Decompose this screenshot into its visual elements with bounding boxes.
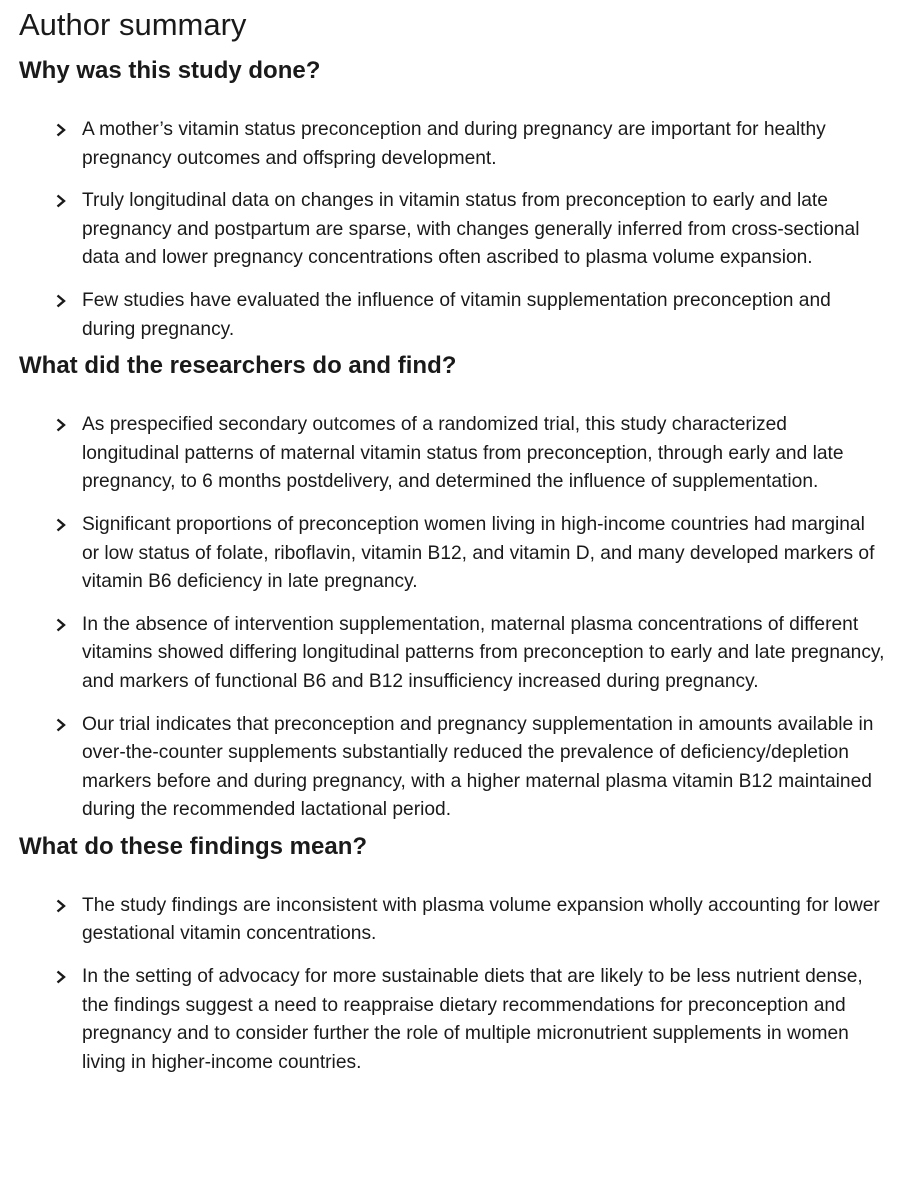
list-item — [19, 711, 899, 825]
list-item-text: Truly longitudinal data on changes in vitamin status from preconception to early and late pregnancy and postpartum are sparse, with changes generally inferred from cross-sectional data and lower pregnancy concentrations often ascribed to plasma volume expansion. — [82, 190, 860, 269]
chevron-right-icon — [54, 518, 68, 532]
list-item-text: In the setting of advocacy for more sustainable diets that are likely to be less nutrient dense, the findings suggest a need to reappraise dietary recommendations for preconception and pregnancy and to consider further the role of multiple micronutrient supplements in women living in higher-income countries. — [82, 966, 863, 1073]
chevron-right-icon — [54, 194, 68, 208]
list-item — [19, 116, 899, 173]
section-heading-what-did: What did the researchers do and find? — [19, 352, 457, 380]
list-item — [19, 963, 899, 1077]
chevron-right-icon — [54, 718, 68, 732]
chevron-right-icon — [54, 899, 68, 913]
list-item-text: Significant proportions of preconception women living in high-income countries had marginal or low status of folate, riboflavin, vitamin B12, and vitamin D, and many developed markers of vitamin B6 deficiency in late pregnancy. — [82, 513, 875, 593]
bullet-list-why — [19, 116, 899, 344]
list-item-text: In the absence of intervention supplementation, maternal plasma concentrations of different vitamins showed differing longitudinal patterns from preconception to early and late pregnancy, and markers of functional B6 and B12 insufficiency increased during pregnancy. — [82, 613, 885, 692]
chevron-right-icon — [54, 123, 68, 137]
chevron-right-icon — [54, 418, 68, 432]
chevron-right-icon — [54, 294, 68, 308]
chevron-right-icon — [54, 618, 68, 632]
list-item — [19, 511, 899, 597]
list-item-text: Our trial indicates that preconception and pregnancy supplementation in amounts available in over-the-counter supplements substantially reduced the prevalence of deficiency/depletion markers before and during pregnancy, with a higher maternal plasma vitamin B12 maintained during the recommended lactational period. — [82, 713, 874, 821]
section-heading-why: Why was this study done? — [19, 57, 321, 84]
list-item-text: The study findings are inconsistent with plasma volume expansion wholly accounting for lower gestational vitamin concentrations. — [82, 894, 880, 945]
list-item-text: Few studies have evaluated the influence of vitamin supplementation preconception and during pregnancy. — [82, 289, 831, 340]
section-heading-what-mean: What do these findings mean? — [19, 832, 368, 860]
bullet-list-what-did — [19, 411, 899, 825]
list-item — [19, 411, 899, 497]
list-item — [19, 187, 899, 273]
list-item — [19, 287, 899, 344]
page-title: Author summary — [19, 7, 247, 42]
list-item-text: As prespecified secondary outcomes of a randomized trial, this study characterized longitudinal patterns of maternal vitamin status from preconception, through early and late pregnancy, to 6 months postdelivery, and determined the influence of supplementation. — [82, 414, 844, 493]
bullet-list-what-mean — [19, 892, 899, 1078]
list-item-text: A mother’s vitamin status preconception and during pregnancy are important for healthy pregnancy outcomes and offspring development. — [82, 119, 826, 169]
chevron-right-icon — [54, 970, 68, 984]
list-item — [19, 892, 899, 949]
list-item — [19, 611, 899, 697]
